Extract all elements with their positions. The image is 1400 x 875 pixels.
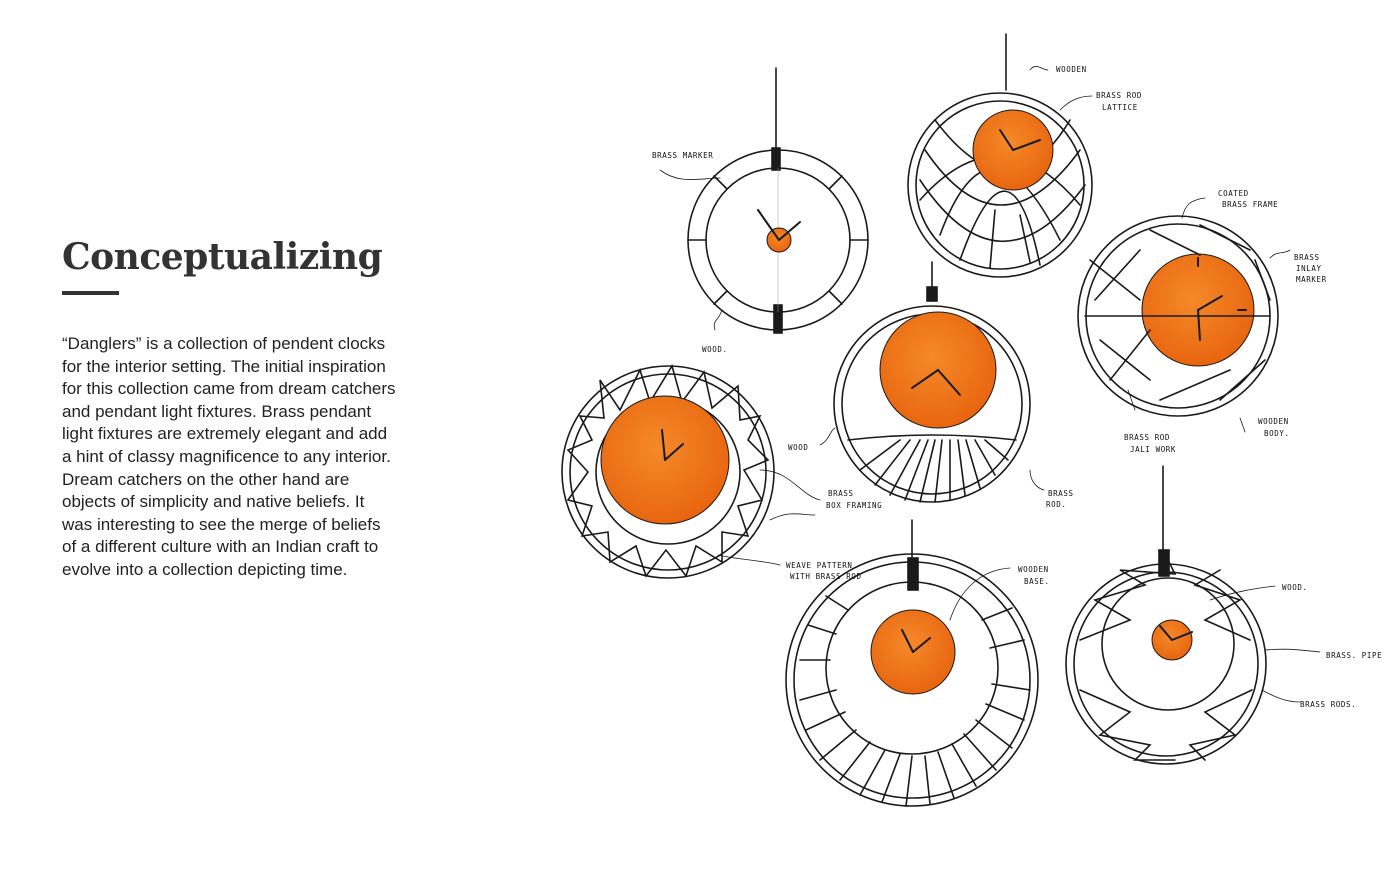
sketch-clock-4 (820, 262, 1044, 502)
clock-concept-sketches (550, 30, 1390, 860)
label-with-brass-rod: WITH BRASS ROD (790, 572, 862, 581)
label-brass-rod-2: BRASS ROD (1124, 433, 1171, 442)
label-base: BASE. (1024, 577, 1050, 586)
label-lattice: LATTICE (1102, 103, 1138, 112)
label-box-framing: BOX FRAMING (826, 501, 883, 510)
title-underline (62, 291, 119, 295)
label-wood-2: WOOD (788, 443, 809, 452)
label-rod: ROD. (1046, 500, 1067, 509)
label-wooden-2: WOODEN (1018, 565, 1049, 574)
page-title: Conceptualizing (62, 236, 383, 278)
label-brass-pipe: BRASS. PIPE (1326, 651, 1383, 660)
label-body: BODY. (1264, 429, 1290, 438)
label-brass-rod: BRASS ROD (1096, 91, 1143, 100)
label-weave-pattern: WEAVE PATTERN (786, 561, 853, 570)
label-brass-rods: BRASS RODS. (1300, 700, 1357, 709)
label-jali-work: JALI WORK (1130, 445, 1177, 454)
label-brass-marker: BRASS MARKER (652, 151, 714, 160)
label-inlay: INLAY (1296, 264, 1322, 273)
label-brass-frame: BRASS FRAME (1222, 200, 1279, 209)
label-marker: MARKER (1296, 275, 1327, 284)
sketch-clock-1 (660, 68, 868, 333)
sketch-clock-3 (1078, 198, 1290, 432)
label-wooden: WOODEN (1258, 417, 1289, 426)
label-brass: BRASS (1294, 253, 1320, 262)
label-brass-4: BRASS (828, 489, 854, 498)
sketch-clock-5 (562, 366, 820, 578)
label-brass-3: BRASS (1048, 489, 1074, 498)
description-paragraph: “Danglers” is a collection of pendent clocks for the interior setting. The initial inspiration for this collection came from dream catchers and pendant light fixtures. Brass pendant light fixtures are extremely elegant and add a hint of classy magnificence to any interior. Dream catchers on the other hand are objects of simplicity and native beliefs. It was interesting to see the merge of beliefs of a different culture with an Indian craft to evolve into a collection depicting time. (62, 334, 396, 579)
label-wooden-top: WOODEN (1056, 65, 1087, 74)
label-coated: COATED (1218, 189, 1249, 198)
sketch-clock-7 (1066, 466, 1320, 764)
label-wood-3: WOOD. (1282, 583, 1308, 592)
label-wood-1: WOOD. (702, 345, 728, 354)
